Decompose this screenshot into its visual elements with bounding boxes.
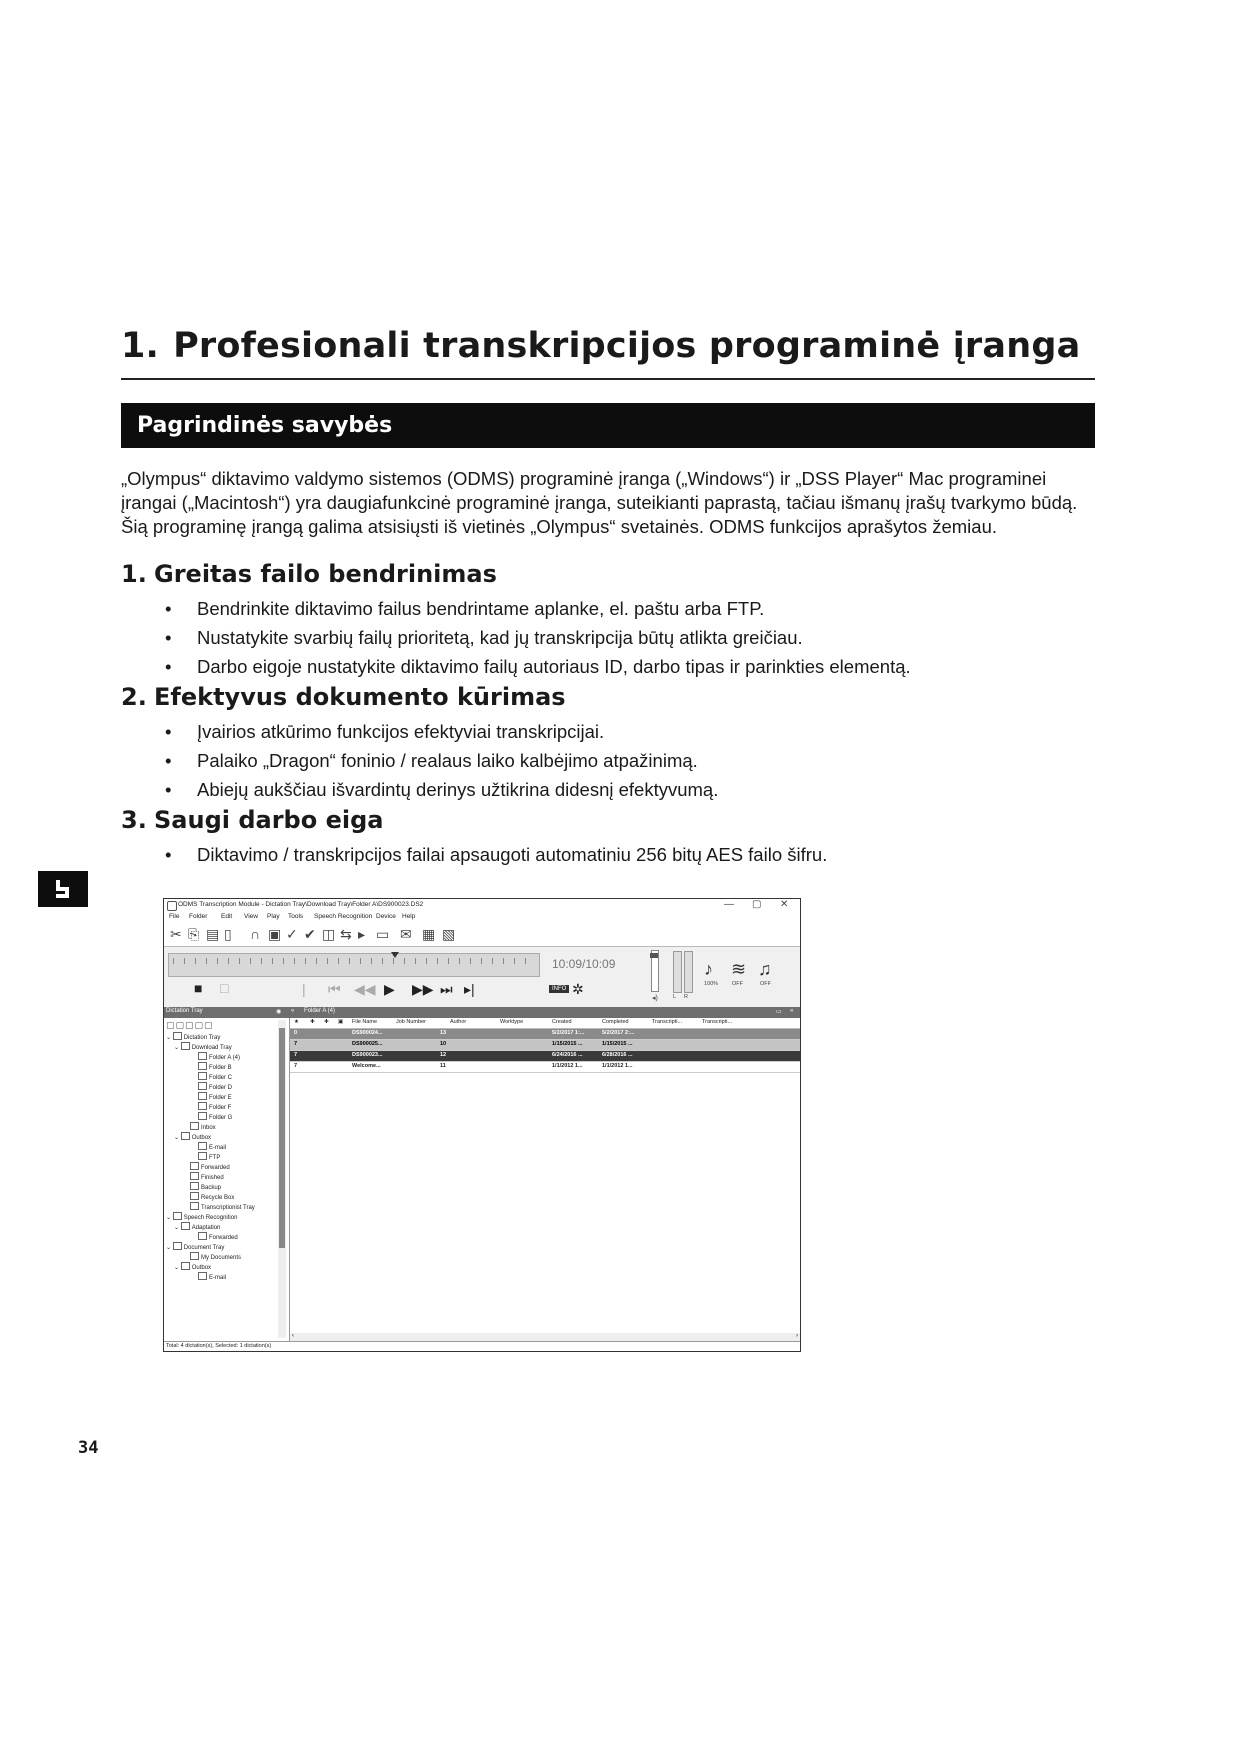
col-transcription-2[interactable]: Transcripti... [702,1019,733,1025]
level-meter-right [684,951,693,993]
page-number: 34 [78,1438,99,1458]
window-title: ODMS Transcription Module - Dictation Tray\Download Tray\Folder A\DS900023.DS2 [178,901,424,908]
tree-item[interactable]: ⌄ Outbox [174,1262,211,1272]
tree-item[interactable]: Folder F [198,1102,231,1112]
tree-item[interactable]: Inbox [190,1122,216,1132]
panel-icon[interactable]: ▭ [776,1009,782,1015]
position-slider-knob[interactable] [391,952,399,958]
odms-screenshot [163,898,801,1352]
tree-item[interactable]: Recycle Box [190,1192,234,1202]
tone-icon[interactable]: ♫ [758,959,772,979]
menu-bar [164,912,800,923]
feature-heading: 3. Saugi darbo eiga [121,806,384,834]
tree-item[interactable]: E-mail [198,1272,226,1282]
stop-icon[interactable]: □ [220,980,229,996]
tree-item[interactable]: Folder A (4) [198,1052,240,1062]
title-divider [121,378,1095,380]
tree-item[interactable]: Forwarded [190,1162,230,1172]
section-heading: Pagrindinės savybės [121,403,1095,448]
menu-folder[interactable]: Folder [189,913,208,920]
tree-item[interactable]: Folder B [198,1062,232,1072]
col-file-name[interactable]: File Name [352,1019,378,1025]
info-button[interactable]: INFO [549,985,569,993]
noise-cancel-value: OFF [732,981,743,987]
menu-file[interactable]: File [169,913,180,920]
finish-check-icon[interactable]: ✓ [286,926,298,942]
paste-icon[interactable]: ▤ [206,926,220,942]
table-row[interactable]: 7 DS900023... 12 6/24/2016 ... 6/28/2016 ... [290,1051,800,1062]
index-icon[interactable]: | [302,981,306,997]
seek-ticks [173,958,535,964]
ftp-icon[interactable]: ▦ [422,926,436,942]
tree-item[interactable]: ⌄ Outbox [174,1132,211,1142]
col-created[interactable]: Created [552,1019,572,1025]
tree-item[interactable]: Folder C [198,1072,232,1082]
noise-cancel-icon[interactable]: ≋ [731,959,747,979]
lock-column-icon[interactable]: ▣ [338,1019,344,1025]
document-icon[interactable]: ▯ [224,926,232,942]
tree-toolbar-icons[interactable]: ▢▢▢▢▢ [166,1020,214,1030]
settings-dropdown-icon[interactable]: ▧ [442,926,456,942]
tree-item[interactable]: ⌄ Speech Recognition [166,1212,237,1222]
mail-icon[interactable]: ✉ [400,926,412,942]
title-text: Profesionali transkripcijos programinė įranga [173,326,1081,366]
folder-tree [164,1018,290,1341]
horizontal-scrollbar[interactable] [290,1333,800,1341]
tree-item[interactable]: FTP [198,1152,220,1162]
scroll-left-icon[interactable]: ‹ [292,1333,294,1339]
collapse-icon[interactable]: « [291,1008,295,1014]
tree-item[interactable]: My Documents [190,1252,241,1262]
tree-item[interactable]: ⌄ Document Tray [166,1242,224,1252]
tree-item[interactable]: Folder E [198,1092,232,1102]
menu-view[interactable]: View [244,913,258,920]
feature-bullet: • Abiejų aukščiau išvardintų derinys užtikrina didesnį efektyvumą. [165,779,719,800]
status-text: Total: 4 dictation(s), Selected: 1 dictation(s) [166,1343,272,1349]
menu-speech-recognition[interactable]: Speech Recognition [314,913,373,920]
copy-icon[interactable]: ⎘ [188,926,200,942]
col-worktype[interactable]: Worktype [500,1019,524,1025]
left-pane-title: Dictation Tray [166,1008,203,1014]
pane-headers [164,1007,800,1018]
level-label-left: L [673,994,677,1000]
app-icon [167,901,177,911]
tree-scrollbar[interactable] [278,1020,286,1338]
headphones-icon[interactable]: ∩ [250,926,261,942]
menu-play[interactable]: Play [267,913,280,920]
minimize-button[interactable]: — [724,899,734,910]
level-meter-left [673,951,682,993]
feature-bullet: • Bendrinkite diktavimo failus bendrintame aplanke, el. paštu arba FTP. [165,598,765,619]
tree-item[interactable]: ⌄ Dictation Tray [166,1032,220,1042]
playback-panel [164,946,800,1008]
window-titlebar [164,899,800,912]
priority-column-icon[interactable]: ✚ [310,1019,315,1025]
comment-icon[interactable]: ◫ [322,926,336,942]
intro-paragraph: „Olympus“ diktavimo valdymo sistemos (ODMS) programinė įranga („Windows“) ir „DSS Player“ Mac programinei įrangai („Macintosh“) yra daugiafunkcinė programinė įranga, suteikianti paprastą, tačiau išmanų įrašų tvarkymo būdą. Šią programinę įrangą galima atsisiųsti iš vietinės „Olympus“ svetainės. ODMS funkcijos aprašytos žemiau. [121,468,1078,537]
forward-icon[interactable]: ⇆ [340,926,352,942]
speaker-icon[interactable]: ◂) [652,995,658,1002]
table-header [290,1018,800,1029]
tree-scroll-thumb[interactable] [279,1028,285,1248]
feature-heading: 1. Greitas failo bendrinimas [121,560,497,588]
cut-icon[interactable]: ✂ [170,926,182,942]
chapter-tab [38,871,88,907]
col-transcription-1[interactable]: Transcripti... [652,1019,683,1025]
tree-item[interactable]: E-mail [198,1142,226,1152]
tree-item[interactable]: ⌄ Adaptation [174,1222,220,1232]
feature-heading: 2. Efektyvus dokumento kūrimas [121,683,566,711]
collapse-right-icon[interactable]: « [790,1008,794,1014]
col-completed[interactable]: Completed [602,1019,629,1025]
rewind-icon[interactable]: ◀◀ [354,981,376,997]
menu-edit[interactable]: Edit [221,913,233,920]
tree-item[interactable]: Finished [190,1172,224,1182]
record-icon[interactable]: ■ [194,980,203,996]
feature-bullet: • Nustatykite svarbių failų prioritetą, kad jų transkripcija būtų atlikta greičiau. [165,627,803,648]
fast-forward-icon[interactable]: ▶▶ [412,981,434,997]
monitor-icon[interactable]: ▭ [376,926,390,942]
feature-bullet: • Įvairios atkūrimo funkcijos efektyviai transkripcijai. [165,721,605,742]
level-label-right: R [684,994,688,1000]
right-pane-title: Folder A (4) [304,1008,336,1014]
table-row[interactable]: 0 DS900024... 13 5/2/2017 1:... 5/2/2017 2:... [290,1029,800,1040]
skip-end-icon[interactable]: ⏭ [440,981,453,997]
feature-bullet: • Diktavimo / transkripcijos failai apsaugoti automatiniu 256 bitų AES failo šifru. [165,844,828,865]
maximize-button[interactable]: ▢ [752,899,762,910]
volume-slider[interactable] [651,950,659,992]
col-author[interactable]: Author [450,1019,467,1025]
pending-check-icon[interactable]: ✔ [304,926,316,942]
export-icon[interactable]: ▣ [268,926,282,942]
dictation-list [290,1018,800,1341]
menu-tools[interactable]: Tools [288,913,304,920]
menu-help[interactable]: Help [402,913,416,920]
speed-icon[interactable]: ♪ [704,959,713,979]
skip-start-icon[interactable]: ⏮ [328,981,341,997]
next-index-icon[interactable]: ▸| [464,981,475,997]
tree-item[interactable]: Transcriptionist Tray [190,1202,255,1212]
time-display: 10:09/10:09 [552,957,616,971]
play-icon[interactable]: ▶ [384,981,395,997]
tree-item[interactable]: Backup [190,1182,221,1192]
close-button[interactable]: ✕ [780,899,789,910]
menu-device[interactable]: Device [376,913,396,920]
pin-icon[interactable]: ◉ [276,1009,282,1015]
page-title [121,326,1095,366]
send-icon[interactable]: ▸ [358,926,366,942]
toolbar [164,923,800,945]
table-row[interactable]: 7 Welcome... 11 1/1/2012 1... 1/1/2012 1... [290,1062,800,1073]
tree-item[interactable]: Folder D [198,1082,232,1092]
scroll-right-icon[interactable]: › [796,1333,798,1339]
chapter-number-icon [38,871,88,907]
gear-icon[interactable]: ✲ [572,981,584,997]
tree-item[interactable]: Forwarded [198,1232,238,1242]
volume-knob[interactable] [650,953,658,958]
table-row[interactable]: 7 DS900025... 10 1/15/2015 ... 1/15/2015 ... [290,1040,800,1051]
title-number: 1. [121,326,160,366]
tone-value: OFF [760,981,771,987]
col-job-number[interactable]: Job Number [396,1019,426,1025]
feature-bullet: • Palaiko „Dragon“ foninio / realaus laiko kalbėjimo atpažinimą. [165,750,698,771]
tree-item[interactable]: Folder G [198,1112,232,1122]
position-slider[interactable] [168,953,540,977]
feature-bullet: • Darbo eigoje nustatykite diktavimo failų autoriaus ID, darbo tipas ir parinkties elementą. [165,656,911,677]
tree-item[interactable]: ⌄ Download Tray [174,1042,232,1052]
star-column-icon[interactable]: ★ [294,1019,299,1025]
flag-column-icon[interactable]: ✚ [324,1019,329,1025]
status-bar [164,1341,800,1352]
speed-value: 100% [704,981,719,987]
